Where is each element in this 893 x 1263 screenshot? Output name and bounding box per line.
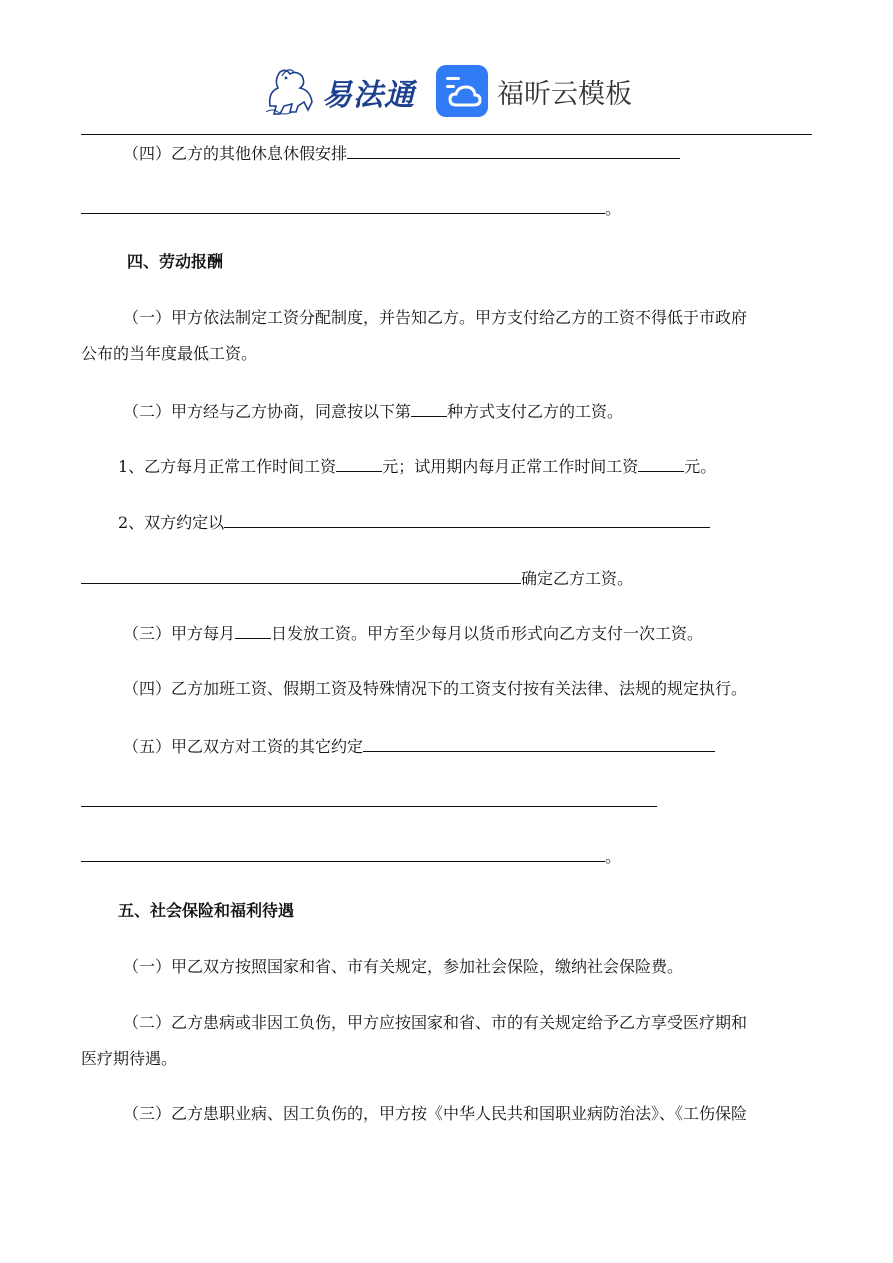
- fill-blank: [81, 567, 521, 584]
- paragraph-text: （四）乙方的其他休息休假安排: [123, 144, 348, 163]
- paragraph-overtime-pay: （四）乙方加班工资、假期工资及特殊情况下的工资支付按有关法律、法规的规定执行。: [123, 679, 748, 698]
- paragraph-social-insurance: （一）甲乙双方按照国家和省、市有关规定，参加社会保险，缴纳社会保险费。: [123, 957, 684, 976]
- fill-blank: [347, 142, 680, 159]
- paragraph-text: 元。: [684, 457, 717, 476]
- paragraph-sick-leave-line2: 医疗期待遇。: [81, 1049, 178, 1068]
- paragraph-text: （五）甲乙双方对工资的其它约定: [123, 737, 364, 756]
- header-divider: [81, 134, 812, 135]
- section-heading-wages: 四、劳动报酬: [127, 252, 224, 271]
- paragraph-payment-method: [123, 400, 623, 422]
- fill-blank: [224, 511, 710, 528]
- page-header: [0, 58, 893, 122]
- paragraph-text: （三）甲方每月: [123, 624, 236, 643]
- paragraph-text: 日发放工资。甲方至少每月以货币形式向乙方支付一次工资。: [271, 624, 704, 643]
- fill-blank: [336, 455, 382, 472]
- paragraph-agreed-basis: [118, 511, 710, 533]
- period: 。: [605, 847, 622, 866]
- paragraph-monthly-wage: [118, 455, 716, 477]
- paragraph-pay-day: [123, 622, 703, 644]
- paragraph-occupational-disease: （三）乙方患职业病、因工负伤的，甲方按《中华人民共和国职业病防治法》、《工伤保险: [123, 1104, 748, 1123]
- paragraph-text: 1、乙方每月正常工作时间工资: [118, 457, 337, 476]
- paragraph-text: 种方式支付乙方的工资。: [447, 402, 624, 421]
- fill-blank: [81, 790, 657, 807]
- paragraph-agreed-basis-continued: [81, 567, 633, 589]
- paragraph-text: 2、双方约定以: [118, 513, 225, 532]
- logo-fuxinyun-text: 福昕云模板: [497, 79, 632, 110]
- paragraph-blank-line: [81, 790, 657, 812]
- cloud-template-logo-icon: [436, 65, 488, 117]
- fill-blank: [411, 400, 447, 417]
- paragraph-text: （二）甲方经与乙方协商，同意按以下第: [123, 402, 412, 421]
- period: 。: [605, 199, 622, 218]
- fill-blank: [363, 735, 715, 752]
- qilin-logo-icon: [262, 62, 322, 118]
- fill-blank: [235, 622, 271, 639]
- paragraph-text: 确定乙方工资。: [521, 569, 634, 588]
- fill-blank: [81, 845, 605, 862]
- paragraph-wage-system-line2: 公布的当年度最低工资。: [81, 344, 258, 363]
- paragraph-blank-line-end: [81, 845, 621, 867]
- fill-blank: [81, 197, 605, 214]
- paragraph-text: 元；试用期内每月正常工作时间工资: [382, 457, 639, 476]
- paragraph-other-wage-terms: [123, 735, 715, 757]
- logo-yifatong-text: 易法通: [322, 78, 415, 113]
- paragraph-rest-arrangement: [123, 142, 680, 164]
- fill-blank: [638, 455, 684, 472]
- paragraph-continuation-line: [81, 197, 621, 219]
- section-heading-social-insurance: 五、社会保险和福利待遇: [118, 901, 295, 920]
- paragraph-sick-leave-line1: （二）乙方患病或非因工负伤，甲方应按国家和省、市的有关规定给予乙方享受医疗期和: [123, 1013, 748, 1032]
- paragraph-wage-system-line1: （一）甲方依法制定工资分配制度，并告知乙方。甲方支付给乙方的工资不得低于市政府: [123, 308, 748, 327]
